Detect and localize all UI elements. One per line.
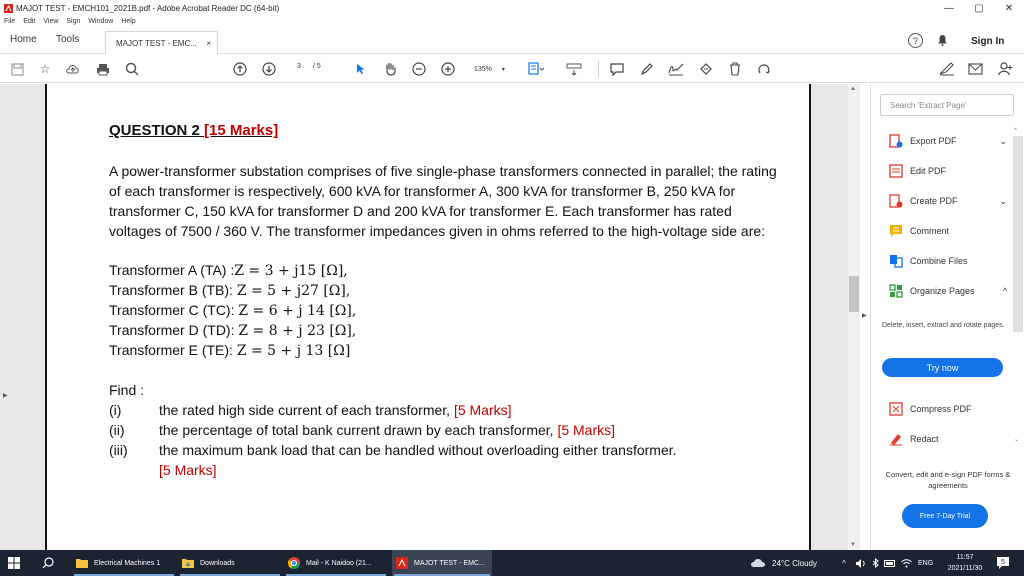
tool-label: Export PDF [910,136,957,146]
export-pdf-icon [889,134,903,148]
task-number: (i) [109,402,122,418]
notification-center-icon[interactable] [996,556,1010,570]
scroll-mode-icon[interactable] [565,60,583,78]
print-icon[interactable] [94,60,112,78]
zoom-level-dropdown[interactable] [468,61,516,77]
select-cursor-icon[interactable] [352,60,370,78]
transformer-impedance: Z = 3 + j15 [Ω], [234,263,348,279]
task-marks: [5 Marks] [557,422,616,438]
free-trial-button[interactable]: Free 7-Day Trial [902,504,988,528]
tool-create-pdf[interactable] [889,192,1007,210]
upload-cloud-icon[interactable] [64,60,82,78]
add-user-icon[interactable] [996,60,1014,78]
tool-redact[interactable] [889,430,1007,448]
language-indicator[interactable]: ENG [918,559,934,567]
document-scrollbar[interactable] [848,84,860,550]
collapse-left-pane-icon[interactable]: ▶ [3,393,8,399]
task-number: (iii) [109,442,128,458]
transformer-line-d [109,322,356,339]
scroll-down-icon[interactable]: ▼ [850,542,856,548]
tray-chevron-up-icon[interactable]: ^ [842,558,846,568]
close-button[interactable]: ✕ [1004,2,1014,14]
weather-widget[interactable] [750,550,817,576]
close-tab-icon[interactable]: × [206,38,211,48]
transformer-impedance: Z = 5 + j27 [Ω], [236,283,351,299]
tools-pane-scrollbar[interactable] [1013,136,1023,332]
task-item-3 [109,442,789,462]
next-page-icon[interactable] [260,60,278,78]
sign-signature-icon[interactable] [667,60,685,78]
tools-search-input[interactable]: Search 'Extract Page' [880,94,1014,116]
total-pages: / 5 [313,63,321,70]
windows-logo-icon [8,557,20,569]
transformer-label: Transformer A (TA) : [109,262,235,278]
taskbar-app-acrobat[interactable] [392,550,492,576]
clock-date: 2021/11/30 [947,565,983,572]
tool-export-pdf[interactable] [889,132,1007,150]
weather-text: 24°C Cloudy [772,558,817,568]
chevron-down-icon: ▾ [501,66,505,73]
organize-pages-description: Delete, insert, extract and rotate pages. [882,322,1005,329]
title-bar [0,0,1024,16]
tool-edit-pdf[interactable] [889,162,1007,180]
notification-count: 5 [1001,559,1005,566]
transformer-impedance: Z = 5 + j 13 [Ω] [236,343,351,359]
menu-edit[interactable]: Edit [23,18,36,25]
transformer-label: Transformer B (TB): [109,282,237,298]
transformer-impedance: Z = 6 + j 14 [Ω], [238,303,357,319]
redact-icon [889,432,903,446]
tab-document-label: MAJOT TEST - EMC... [116,38,197,48]
taskbar-app-label: Downloads [200,559,235,567]
wifi-icon[interactable] [901,550,912,576]
taskbar-app-label: Electrical Machines 1 [94,559,161,567]
transformer-label: Transformer D (TD): [109,322,239,338]
hand-tool-icon[interactable] [381,60,399,78]
acrobat-logo-icon [3,3,13,13]
scrollbar-thumb[interactable] [849,276,859,312]
acrobat-icon [396,557,408,569]
current-page-input[interactable]: 3 [297,63,301,70]
transformer-label: Transformer C (TC): [109,302,239,318]
window-title: MAJOT TEST - EMCH101_2021B.pdf - Adobe Acrobat Reader DC (64-bit) [16,3,280,13]
tab-row [0,28,1024,54]
tool-combine-files[interactable] [889,252,1007,270]
question-title-text: QUESTION 2 [109,122,200,139]
system-clock[interactable] [940,552,990,574]
previous-page-icon[interactable] [231,60,249,78]
zoom-out-icon[interactable] [410,60,428,78]
tool-label: Organize Pages [910,286,975,296]
cloud-icon [750,558,766,568]
zoom-search-icon[interactable] [123,60,141,78]
zoom-in-icon[interactable] [439,60,457,78]
scroll-up-icon[interactable]: ▲ [850,86,856,92]
menu-bar [0,16,144,28]
organize-pages-icon [889,284,903,298]
rotate-icon[interactable] [755,60,773,78]
task-item-2 [109,422,789,442]
folder-icon [182,558,194,568]
page-display-icon[interactable] [527,60,545,78]
task-marks: [5 Marks] [453,402,512,418]
tool-label: Redact [910,434,939,444]
zoom-level-value: 135% [474,65,492,73]
tools-pane [870,84,1024,550]
notification-bell-icon[interactable] [937,34,948,49]
transformer-line-c [109,302,356,319]
edit-pdf-icon [889,164,903,178]
volume-icon[interactable] [855,550,866,576]
toolbar [0,55,1024,83]
find-label: Find : [109,382,145,398]
bluetooth-icon[interactable] [872,550,879,576]
panel-scroll-up-icon[interactable]: ^ [1014,128,1017,134]
tool-comment[interactable] [889,222,1007,240]
chevron-up-icon[interactable]: ^ [1002,286,1007,296]
tool-label: Comment [910,226,950,236]
delete-trash-icon[interactable] [726,60,744,78]
tab-document[interactable] [105,31,218,54]
tool-label: Create PDF [910,196,958,206]
windows-taskbar [0,550,1024,576]
taskbar-app-downloads[interactable] [178,550,282,576]
task-item-1 [109,402,789,422]
task-item-3-marks: [5 Marks] [159,462,217,478]
transformer-line-b [109,282,350,299]
fill-sign-icon[interactable] [697,60,715,78]
menu-sign[interactable]: Sign [66,18,81,25]
transformer-impedance: Z = 8 + j 23 [Ω], [238,323,357,339]
comment-note-icon[interactable] [608,60,626,78]
task-text: the rated high side current of each transformer, [159,402,454,418]
folder-icon [76,558,88,568]
document-viewport [0,84,848,550]
taskbar-app-electrical-machines[interactable] [72,550,176,576]
taskbar-app-label: Mail - K Naidoo (21... [306,559,372,567]
taskbar-app-label: MAJOT TEST - EMC... [414,559,485,567]
chevron-down-icon[interactable]: ⌄ [999,135,1007,146]
edit-sign-icon[interactable] [938,60,956,78]
clock-time: 11:57 [956,554,974,561]
transformer-line-a [109,262,348,279]
maximize-button[interactable]: ▢ [974,2,984,14]
taskbar-app-mail[interactable] [284,550,388,576]
tool-label: Edit PDF [910,166,947,176]
menu-view[interactable]: View [43,18,59,25]
try-now-button[interactable]: Try now [882,358,1003,377]
transformer-line-e [109,342,350,359]
question-marks: [15 Marks] [204,122,279,139]
promo-text: Convert, edit and e-sign PDF forms & agreements [885,470,1011,490]
battery-icon[interactable] [884,550,896,576]
create-pdf-icon [889,194,903,208]
pdf-page [45,84,811,550]
tool-label: Combine Files [910,256,968,266]
menu-file[interactable]: File [4,18,16,25]
tool-compress-pdf[interactable] [889,400,1007,418]
transformer-label: Transformer E (TE): [109,342,237,358]
start-button[interactable] [4,550,32,576]
combine-files-icon [889,254,903,268]
chevron-down-icon[interactable]: ⌄ [999,195,1007,206]
menu-window[interactable]: Window [88,18,114,25]
collapse-right-pane-icon[interactable]: ▶ [862,313,867,319]
help-button[interactable]: ? [908,33,923,48]
toolbar-divider [598,61,599,77]
chrome-icon [288,557,300,569]
bookmark-star-icon[interactable]: ☆ [39,62,51,76]
task-text: the maximum bank load that can be handled without overloading either transformer. [159,442,677,458]
compress-pdf-icon [889,402,903,416]
sign-in-button[interactable]: Sign In [971,36,1005,47]
save-icon[interactable] [8,60,26,78]
menu-help[interactable]: Help [121,18,136,25]
email-icon[interactable] [966,60,984,78]
comment-icon [889,224,903,238]
search-icon [42,557,54,569]
tab-home[interactable]: Home [10,34,37,45]
question-paragraph: A power-transformer substation comprises of five single-phase transformers connected in parallel; the rating of each transformer is respectively, 600 kVA for transformer A, 300 kVA for transformer B, 250 kVA for transformer C, 150 kVA for transformer D and 200 kVA for transformer E. Each transformer has rated voltages of 7500 / 360 V. The transformer impedances given in ohms referred to the high-voltage side are: [109,163,777,239]
tab-tools[interactable]: Tools [56,34,80,45]
task-text: the percentage of total bank current drawn by each transformer, [159,422,558,438]
highlight-pen-icon[interactable] [638,60,656,78]
minimize-button[interactable]: — [944,2,954,14]
task-number: (ii) [109,422,125,438]
search-button[interactable] [38,550,66,576]
tool-label: Compress PDF [910,404,972,414]
panel-scroll-down-icon[interactable]: ⌄ [1014,437,1020,443]
tool-organize-pages[interactable] [889,282,1007,300]
question-title [109,122,278,139]
